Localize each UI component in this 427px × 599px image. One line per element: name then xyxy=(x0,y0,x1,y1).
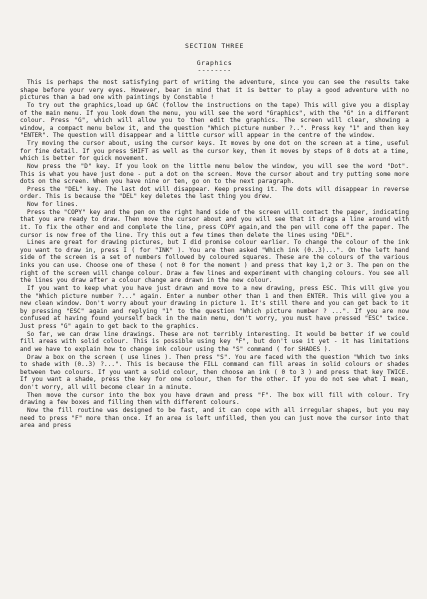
paragraph: Lines are great for drawing pictures, but I did promise colour earlier. To change the colour of the ink you want to draw in, press I ( for "INK" ). You are then asked "Which ink (0..3)...". On the left hand side of the screen is a set of numbers followed by coloured squares. These are the colours of the various inks you can use. Choose one of these ( not 0 for the moment ) and press that key 1,2 or 3. The pen on the right of the screen will change colour. Draw a few lines and experiment with changing colours. You see all the lines you draw after a colour change are drawn in the new colour. xyxy=(20,239,409,285)
paragraph: This is perhaps the most satisfying part of writing the adventure, since you can see the results take shape before your very eyes. However, bear in mind that it is better to play a good adventure with no pictures than a bad one with paintings by Constable ! xyxy=(20,79,409,102)
page-heading: Graphics xyxy=(196,59,233,67)
paragraph: Press the "COPY" key and the pen on the right hand side of the screen will contact the paper, indicating that you are ready to draw. Then move the cursor about and you will see that it drags a line around with it. To fix the other end and complete the line, press COPY again,and the pen will come off the paper. The cursor is now free of the line. Try this out a few times then delete the lines using "DEL". xyxy=(20,208,409,239)
paragraph: Try moving the cursor about, using the cursor keys. It moves by one dot on the screen at a time, useful for fine detail. If you press SHIFT as well as the cursor key, then it moves by steps of 8 dots at a time, which is better for quick movement. xyxy=(20,140,409,163)
heading-underline: -------- xyxy=(197,66,232,74)
paragraph: Now press the "D" key. If you look on the little menu below the window, you will see the word "Dot". This is what you have just done - put a dot on the screen. Move the cursor about and try putting some more dots on the screen. When you have nine or ten, go on to the next paragraph. xyxy=(20,162,409,186)
paragraph: Then move the cursor into the box you have drawn and press "F". The box will fill with colour. Try drawing a few boxes and filling them with different colours. xyxy=(20,391,409,407)
paragraph: Now the fill routine was designed to be fast, and it can cope with all irregular shapes, but you may need to press "F" more than once. If an area is left unfilled, then you can just move the cursor into that area and press xyxy=(20,406,409,430)
paragraph: Press the "DEL" key. The last dot will disappear. Keep pressing it. The dots will disappear in reverse order. This is because the "DEL" key deletes the last thing you drew. xyxy=(20,185,409,201)
body-text xyxy=(20,79,409,430)
section-title: SECTION THREE xyxy=(184,42,245,50)
paragraph: Draw a box on the screen ( use lines ). Then press "S". You are faced with the question "Which two inks to shade with (0..3) ?...". This is because the FILL command can fill areas in solid colours or shades between two colours. If you want a solid colour, then choose an ink ( 0 to 3 ) and press that key TWICE. If you want a shade, press the key for one colour, then for the other. If you do not see what I mean, don't worry, all will become clear in a minute. xyxy=(20,353,409,391)
paragraph: So far, we can draw line drawings. These are not terribly interesting. It would be better if we could fill areas with solid colour. This is possible using key "F", but don't use it yet - it has limitations and we have to explain how to change ink colour using the "S" command ( for SHADES ). xyxy=(20,330,409,353)
paragraph: If you want to keep what you have just drawn and move to a new drawing, press ESC. This will give you the "Which picture number ?..." again. Enter a number other than 1 and then ENTER. This will give you a new clean window. Don't worry about your drawing in picture 1. It's still there and you can get back to it by pressing "ESC" again and replying "1" to the question "Which picture number ? ...". If you are now confused at having found yourself back in the main menu, don't worry, you must have pressed "ESC" twice. Just press "G" again to get back to the graphics. xyxy=(20,284,409,330)
paragraph: To try out the graphics,load up GAC (follow the instructions on the tape) This will give you a display of the main menu. If you look down the menu, you will see the word "Graphics", with the "G" in a different colour. Press "G", which will allow you to then edit the graphics. The screen will clear, showing a window, a compact menu below it, and the question "Which picture number ?..". Press key "1" and then key "ENTER". The question will disappear and a little cursor will appear in the centre of the window. xyxy=(20,101,409,140)
paragraph: Now for lines. xyxy=(27,201,79,208)
